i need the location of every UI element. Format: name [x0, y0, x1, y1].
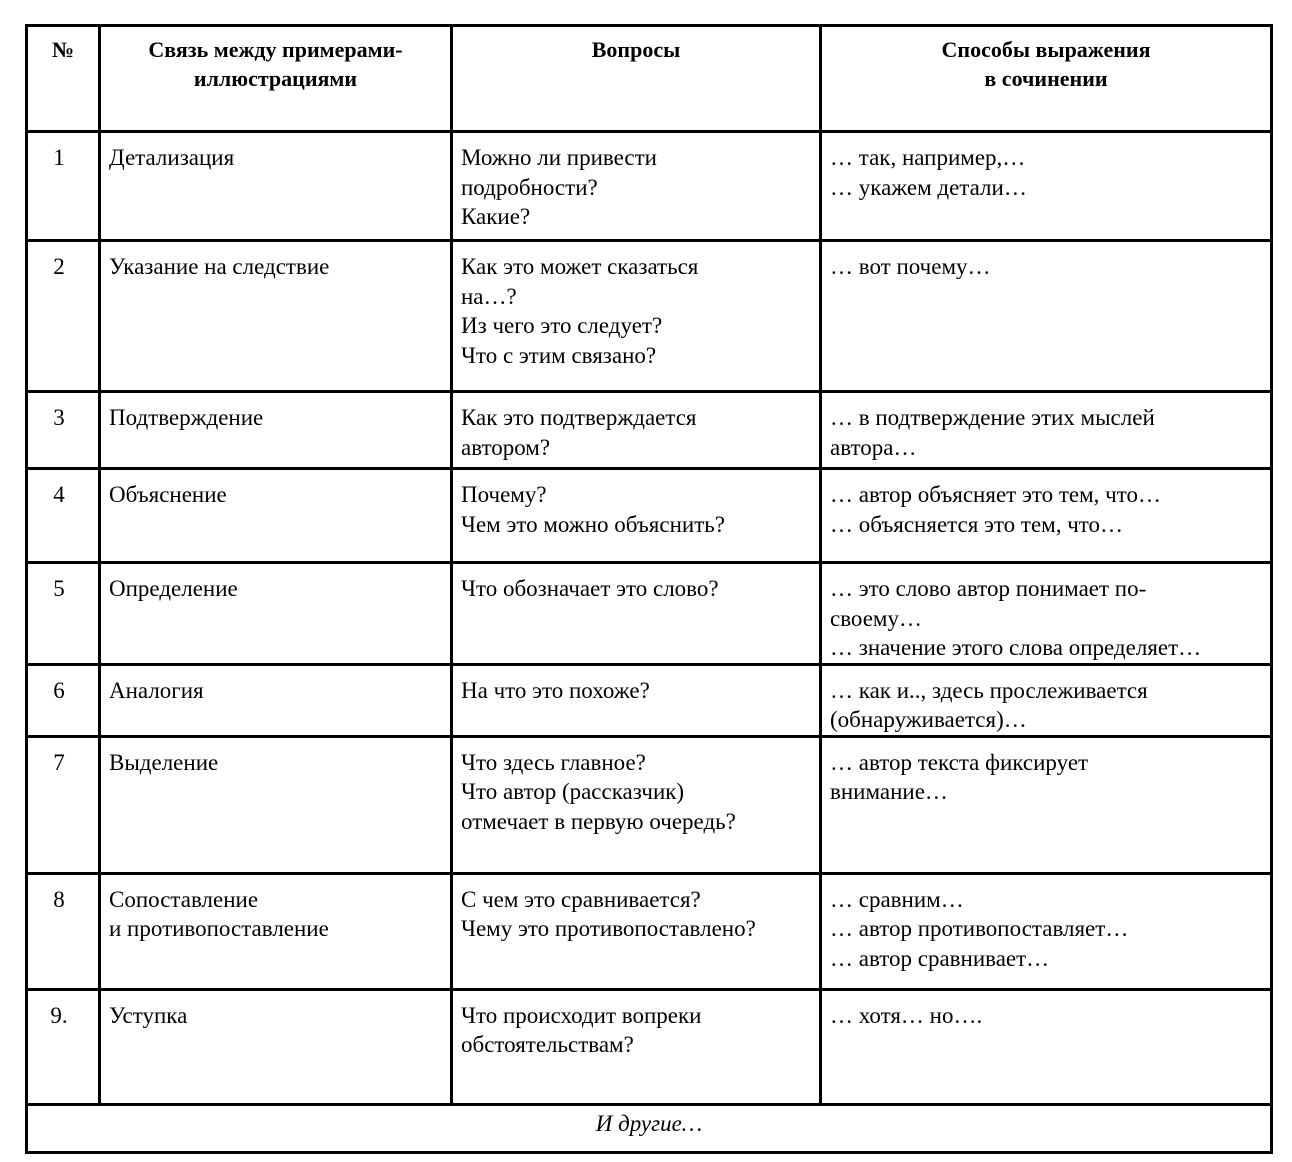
row-number: 3 [27, 392, 100, 469]
header-row [27, 26, 1272, 132]
header-ways: Способы выражения в сочинении [821, 26, 1272, 132]
header-link: Связь между примерами- иллюстрациями [100, 26, 452, 132]
link-cell: Аналогия [100, 664, 452, 736]
questions-cell: Что происходит вопреки обстоятельствам? [452, 989, 821, 1104]
questions-cell: Что обозначает это слово? [452, 563, 821, 665]
row-number: 8 [27, 873, 100, 989]
ways-cell: … в подтверждение этих мыслей автора… [821, 392, 1272, 469]
ways-cell: … сравним… … автор противопоставляет… … автор сравнивает… [821, 873, 1272, 989]
link-cell: Определение [100, 563, 452, 665]
link-cell: Детализация [100, 132, 452, 241]
row-number: 1 [27, 132, 100, 241]
link-cell: Выделение [100, 736, 452, 873]
header-number: № [27, 26, 100, 132]
table-footer: И другие… [27, 1104, 1272, 1152]
link-cell: Объяснение [100, 469, 452, 563]
ways-cell: … вот почему… [821, 241, 1272, 392]
table-row [27, 563, 1272, 665]
ways-cell: … так, например,… … укажем детали… [821, 132, 1272, 241]
row-number: 9. [27, 989, 100, 1104]
essay-links-table [25, 24, 1273, 1154]
row-number: 7 [27, 736, 100, 873]
ways-cell: … хотя… но…. [821, 989, 1272, 1104]
table-row [27, 392, 1272, 469]
row-number: 5 [27, 563, 100, 665]
row-number: 2 [27, 241, 100, 392]
ways-cell: … автор объясняет это тем, что… … объясняется это тем, что… [821, 469, 1272, 563]
table-row [27, 132, 1272, 241]
table-row [27, 469, 1272, 563]
link-cell: Уступка [100, 989, 452, 1104]
table-row [27, 736, 1272, 873]
questions-cell: Как это подтверждается автором? [452, 392, 821, 469]
header-questions: Вопросы [452, 26, 821, 132]
questions-cell: Можно ли привести подробности? Какие? [452, 132, 821, 241]
questions-cell: Как это может сказаться на…? Из чего это следует? Что с этим связано? [452, 241, 821, 392]
row-number: 6 [27, 664, 100, 736]
questions-cell: Почему? Чем это можно объяснить? [452, 469, 821, 563]
table-row [27, 873, 1272, 989]
ways-cell: … как и.., здесь прослеживается (обнаруживается)… [821, 664, 1272, 736]
link-cell: Указание на следствие [100, 241, 452, 392]
questions-cell: С чем это сравнивается? Чему это противопоставлено? [452, 873, 821, 989]
link-cell: Подтверждение [100, 392, 452, 469]
table-row [27, 241, 1272, 392]
questions-cell: На что это похоже? [452, 664, 821, 736]
ways-cell: … автор текста фиксирует внимание… [821, 736, 1272, 873]
link-cell: Сопоставление и противопоставление [100, 873, 452, 989]
table-row [27, 664, 1272, 736]
ways-cell: … это слово автор понимает по- своему… … значение этого слова определяет… [821, 563, 1272, 665]
row-number: 4 [27, 469, 100, 563]
questions-cell: Что здесь главное? Что автор (рассказчик) отмечает в первую очередь? [452, 736, 821, 873]
table-row [27, 989, 1272, 1104]
